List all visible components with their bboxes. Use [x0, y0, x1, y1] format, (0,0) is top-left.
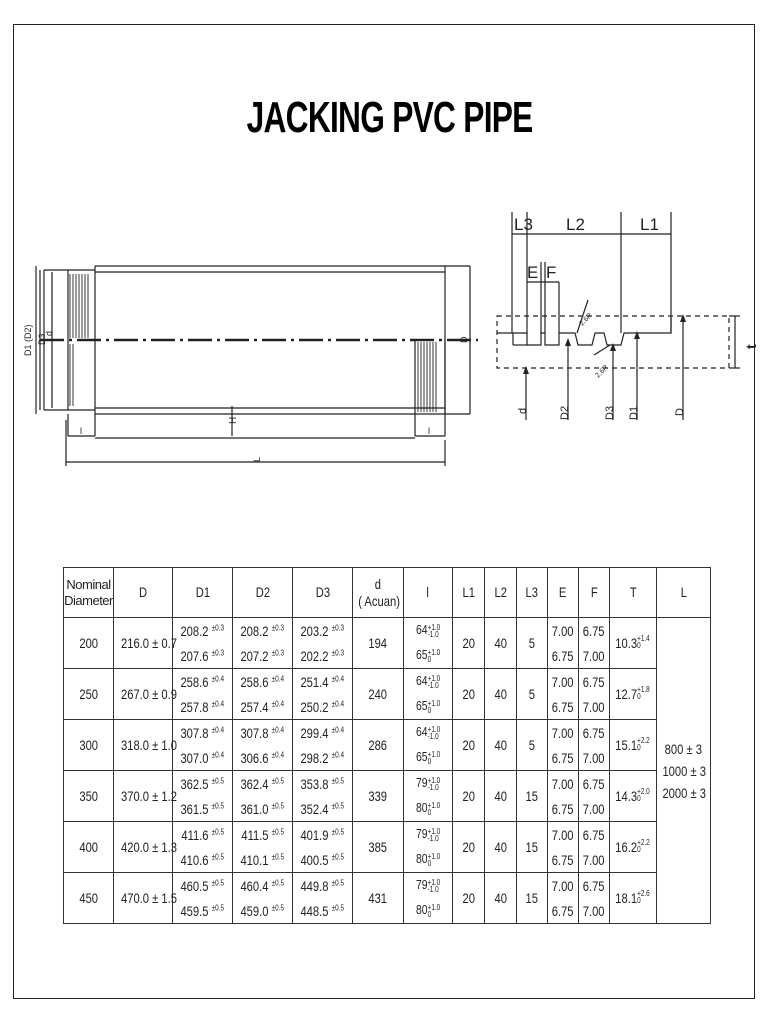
- cell-F: 6.75 7.00: [579, 822, 610, 873]
- cell-E: 7.00 6.75: [548, 873, 579, 924]
- cell-l: 64+1.0 -1.0 65+1.0 0: [404, 618, 453, 669]
- header-d: d ( Acuan): [353, 568, 404, 618]
- cell-D: 267.0 ± 0.9: [114, 669, 173, 720]
- label-F: F: [546, 263, 557, 282]
- cell-L3: 5: [517, 618, 548, 669]
- document-title: JACKING PVC PIPE: [246, 93, 533, 142]
- cell-L1: 20: [453, 618, 485, 669]
- cell-L3: 15: [517, 822, 548, 873]
- header-L: L: [657, 568, 711, 618]
- cell-D2: 307.8 $^{\pm 0.4}$ 306.6 $^{\pm 0.4}$: [233, 720, 293, 771]
- cell-nominal: 300: [64, 720, 114, 771]
- table-row: [64, 618, 711, 669]
- cell-D3: 203.2 $^{\pm 0.3}$ 202.2 $^{\pm 0.3}$: [293, 618, 353, 669]
- cell-nominal: 400: [64, 822, 114, 873]
- header-D1: D1: [173, 568, 233, 618]
- cell-F: 6.75 7.00: [579, 771, 610, 822]
- cell-T: 16.2+2.2 0: [610, 822, 657, 873]
- cell-E: 7.00 6.75: [548, 618, 579, 669]
- cell-l: 79+1.0 -1.0 80+1.0 0: [404, 822, 453, 873]
- cell-T: 18.1+2.6 0: [610, 873, 657, 924]
- cell-nominal: 250: [64, 669, 114, 720]
- table-row: [64, 771, 711, 822]
- label-d-right: d: [517, 407, 529, 414]
- header-T: T: [610, 568, 657, 618]
- label-d1-d2: D1 (D2): [23, 324, 33, 356]
- label-l-right: l: [428, 426, 430, 436]
- cell-l: 79+1.0 -1.0 80+1.0 0: [404, 771, 453, 822]
- cell-D3: 251.4 $^{\pm 0.4}$ 250.2 $^{\pm 0.4}$: [293, 669, 353, 720]
- cell-E: 7.00 6.75: [548, 822, 579, 873]
- cell-d: 240: [353, 669, 404, 720]
- label-L2: L2: [566, 215, 585, 234]
- table-header-row: [64, 568, 711, 618]
- cell-L3: 5: [517, 669, 548, 720]
- cell-L3: 5: [517, 720, 548, 771]
- cell-l: 64+1.0 -1.0 65+1.0 0: [404, 720, 453, 771]
- cell-L2: 40: [485, 822, 517, 873]
- label-d3-left: D3: [37, 333, 47, 345]
- label-d-left: d: [44, 330, 54, 336]
- cell-L1: 20: [453, 771, 485, 822]
- cell-l: 64+1.0 -1.0 65+1.0 0: [404, 669, 453, 720]
- header-D: D: [114, 568, 173, 618]
- cell-D1: 362.5 $^{\pm 0.5}$ 361.5 $^{\pm 0.5}$: [173, 771, 233, 822]
- label-radius-2: 2.6R: [594, 364, 610, 380]
- cell-d: 385: [353, 822, 404, 873]
- cell-d: 431: [353, 873, 404, 924]
- cell-L2: 40: [485, 720, 517, 771]
- label-L3: L3: [514, 215, 533, 234]
- cell-D: 318.0 ± 1.0: [114, 720, 173, 771]
- cell-D1: 208.2 $^{\pm 0.3}$ 207.6 $^{\pm 0.3}$: [173, 618, 233, 669]
- cell-E: 7.00 6.75: [548, 720, 579, 771]
- cell-nominal: 450: [64, 873, 114, 924]
- cell-L2: 40: [485, 618, 517, 669]
- cell-d: 194: [353, 618, 404, 669]
- cell-nominal: 200: [64, 618, 114, 669]
- label-L1: L1: [640, 215, 659, 234]
- cell-T: 12.7+1.8 0: [610, 669, 657, 720]
- cell-E: 7.00 6.75: [548, 669, 579, 720]
- cell-nominal: 350: [64, 771, 114, 822]
- cell-F: 6.75 7.00: [579, 720, 610, 771]
- cell-T: 10.3+1.4 0: [610, 618, 657, 669]
- label-H: H: [228, 416, 239, 424]
- cell-T: 15.1+2.2 0: [610, 720, 657, 771]
- header-E: E: [548, 568, 579, 618]
- label-E: E: [527, 263, 539, 282]
- cell-L1: 20: [453, 822, 485, 873]
- cell-L3: 15: [517, 771, 548, 822]
- label-D2-right: D2: [559, 405, 571, 420]
- label-D-right: D: [674, 408, 686, 416]
- specification-table: [63, 567, 711, 924]
- cell-D3: 449.8 $^{\pm 0.5}$ 448.5 $^{\pm 0.5}$: [293, 873, 353, 924]
- cell-D1: 460.5 $^{\pm 0.5}$ 459.5 $^{\pm 0.5}$: [173, 873, 233, 924]
- cell-D2: 460.4 $^{\pm 0.5}$ 459.0 $^{\pm 0.5}$: [233, 873, 293, 924]
- cell-D2: 411.5 $^{\pm 0.5}$ 410.1 $^{\pm 0.5}$: [233, 822, 293, 873]
- cell-L1: 20: [453, 669, 485, 720]
- cell-L1: 20: [453, 873, 485, 924]
- cell-D1: 411.6 $^{\pm 0.5}$ 410.6 $^{\pm 0.5}$: [173, 822, 233, 873]
- header-L1: L1: [453, 568, 485, 618]
- label-D3-right: D3: [604, 405, 616, 420]
- label-radius-1: 2.6R: [578, 312, 594, 328]
- label-t: t: [743, 344, 759, 349]
- cell-E: 7.00 6.75: [548, 771, 579, 822]
- cell-D: 470.0 ± 1.5: [114, 873, 173, 924]
- header-L3: L3: [517, 568, 548, 618]
- cell-F: 6.75 7.00: [579, 873, 610, 924]
- cell-d: 339: [353, 771, 404, 822]
- cell-D: 216.0 ± 0.7: [114, 618, 173, 669]
- label-L-dim: L: [252, 456, 262, 462]
- header-l: l: [404, 568, 453, 618]
- label-D-left: D: [459, 336, 469, 343]
- cell-L-lengths: 800 ± 3 1000 ± 3 2000 ± 3: [657, 618, 711, 924]
- cell-d: 286: [353, 720, 404, 771]
- cell-L3: 15: [517, 873, 548, 924]
- cell-L2: 40: [485, 873, 517, 924]
- table-row: [64, 873, 711, 924]
- cell-D: 370.0 ± 1.2: [114, 771, 173, 822]
- cell-D2: 208.2 $^{\pm 0.3}$ 207.2 $^{\pm 0.3}$: [233, 618, 293, 669]
- cell-D3: 299.4 $^{\pm 0.4}$ 298.2 $^{\pm 0.4}$: [293, 720, 353, 771]
- cell-D2: 362.4 $^{\pm 0.5}$ 361.0 $^{\pm 0.5}$: [233, 771, 293, 822]
- cell-L2: 40: [485, 669, 517, 720]
- header-D2: D2: [233, 568, 293, 618]
- cell-F: 6.75 7.00: [579, 669, 610, 720]
- cell-D: 420.0 ± 1.3: [114, 822, 173, 873]
- cell-T: 14.3+2.0 0: [610, 771, 657, 822]
- cell-D3: 401.9 $^{\pm 0.5}$ 400.5 $^{\pm 0.5}$: [293, 822, 353, 873]
- table-row: [64, 669, 711, 720]
- cell-D1: 307.8 $^{\pm 0.4}$ 307.0 $^{\pm 0.4}$: [173, 720, 233, 771]
- header-L2: L2: [485, 568, 517, 618]
- header-nominal: Nominal Diameter: [64, 568, 114, 618]
- header-D3: D3: [293, 568, 353, 618]
- cell-D1: 258.6 $^{\pm 0.4}$ 257.8 $^{\pm 0.4}$: [173, 669, 233, 720]
- label-l-left: l: [80, 426, 82, 436]
- table-row: [64, 720, 711, 771]
- cell-L1: 20: [453, 720, 485, 771]
- header-F: F: [579, 568, 610, 618]
- cell-D3: 353.8 $^{\pm 0.5}$ 352.4 $^{\pm 0.5}$: [293, 771, 353, 822]
- cell-l: 79+1.0 -1.0 80+1.0 0: [404, 873, 453, 924]
- table-row: [64, 822, 711, 873]
- cell-F: 6.75 7.00: [579, 618, 610, 669]
- cell-L2: 40: [485, 771, 517, 822]
- cell-D2: 258.6 $^{\pm 0.4}$ 257.4 $^{\pm 0.4}$: [233, 669, 293, 720]
- label-D1-right: D1: [628, 405, 640, 420]
